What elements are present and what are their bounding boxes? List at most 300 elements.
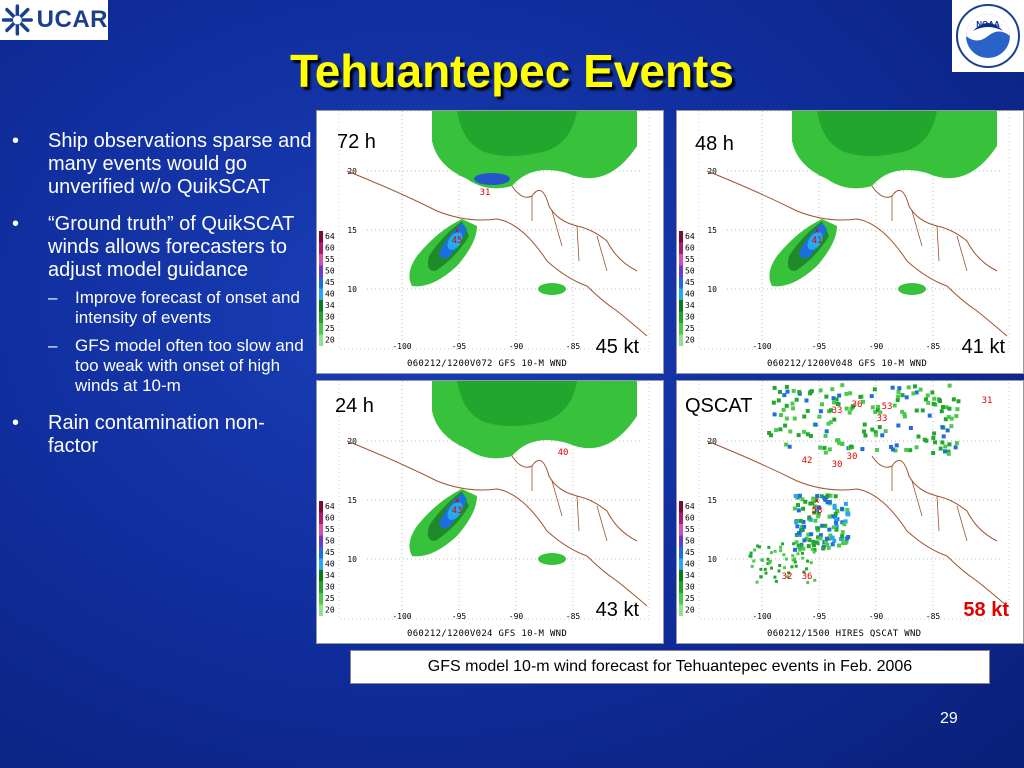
lat-tick-label: 15: [707, 226, 717, 235]
qscat-wind-cell: [801, 557, 804, 560]
qscat-wind-cell: [842, 522, 846, 526]
lat-tick-label: 15: [347, 226, 357, 235]
max-wind-label: 45: [451, 236, 463, 246]
qscat-wind-cell: [926, 401, 930, 405]
legend-swatch: [319, 254, 323, 266]
qscat-wind-cell: [807, 544, 811, 548]
qscat-wind-cell: [915, 409, 919, 413]
legend-label: 60: [685, 243, 695, 253]
legend-label: 25: [325, 594, 335, 603]
qscat-wind-cell: [834, 494, 838, 498]
qscat-wind-cell: [800, 543, 803, 546]
qscat-wind-label: 33: [831, 406, 843, 416]
qscat-wind-cell: [954, 445, 958, 449]
lon-tick-label: -100: [392, 612, 412, 621]
qscat-wind-cell: [750, 552, 753, 555]
legend-swatch: [319, 582, 323, 594]
qscat-wind-cell: [783, 566, 786, 569]
noaa-logo-text: NOAA: [976, 20, 1000, 29]
map-panel-qscat: [676, 380, 1024, 644]
qscat-wind-cell: [904, 448, 908, 452]
qscat-wind-label: 53: [881, 402, 893, 412]
legend-label: 45: [685, 548, 695, 557]
qscat-wind-cell: [943, 449, 947, 453]
legend-swatch: [319, 559, 323, 571]
qscat-wind-cell: [797, 433, 801, 437]
legend-swatch: [319, 231, 323, 243]
qscat-wind-cell: [947, 442, 951, 446]
qscat-wind-cell: [858, 395, 862, 399]
qscat-wind-cell: [798, 549, 801, 552]
map-footer: 060212/1500 HIRES QSCAT WND: [767, 629, 922, 639]
qscat-wind-cell: [779, 549, 782, 552]
qscat-wind-cell: [871, 405, 875, 409]
legend-label: 30: [325, 312, 335, 322]
qscat-wind-cell: [955, 441, 959, 445]
legend-swatch: [679, 312, 683, 324]
qscat-wind-cell: [870, 394, 874, 398]
legend-label: 20: [325, 605, 335, 615]
panel-label: QSCAT: [685, 395, 753, 417]
legend-label: 25: [685, 324, 695, 333]
qscat-wind-cell: [880, 433, 884, 437]
legend-swatch: [679, 547, 683, 559]
qscat-wind-cell: [844, 502, 848, 506]
qscat-wind-cell: [837, 394, 841, 398]
qscat-wind-cell: [841, 541, 845, 545]
legend-swatch: [679, 335, 683, 347]
qscat-wind-cell: [749, 555, 752, 558]
legend-label: 34: [325, 301, 335, 310]
lat-tick-label: 15: [347, 496, 357, 505]
qscat-wind-cell: [845, 407, 849, 411]
legend-swatch: [319, 524, 323, 536]
slide-title: Tehuantepec Events: [290, 45, 734, 97]
qscat-wind-cell: [952, 397, 956, 401]
lon-tick-label: -100: [752, 342, 772, 351]
qscat-wind-cell: [896, 424, 900, 428]
qscat-wind-cell: [821, 546, 825, 550]
qscat-wind-cell: [811, 542, 814, 545]
qscat-wind-cell: [819, 536, 823, 540]
map-footer: 060212/1200V024 GFS 10-M WND: [407, 629, 568, 639]
legend-label: 64: [685, 502, 695, 511]
legend-swatch: [679, 536, 683, 548]
legend-label: 30: [325, 582, 335, 592]
qscat-wind-cell: [803, 500, 807, 504]
qscat-wind-cell: [788, 429, 792, 433]
qscat-wind-cell: [792, 389, 796, 393]
lat-tick-label: 20: [707, 437, 717, 446]
qscat-wind-cell: [752, 559, 755, 562]
qscat-wind-cell: [799, 519, 803, 523]
qscat-wind-cell: [921, 408, 925, 412]
qscat-wind-cell: [778, 427, 782, 431]
qscat-wind-cell: [828, 447, 832, 451]
page-number: 29: [940, 710, 958, 727]
legend-swatch: [679, 501, 683, 513]
lon-tick-label: -90: [508, 342, 524, 351]
qscat-wind-cell: [788, 445, 792, 449]
qscat-wind-cell: [806, 560, 809, 563]
qscat-wind-cell: [805, 398, 809, 402]
qscat-wind-cell: [832, 418, 836, 422]
map-panel-72h: [316, 110, 664, 374]
ucar-logo-text: UCAR: [36, 6, 108, 33]
qscat-wind-cell: [813, 579, 816, 582]
qscat-wind-cell: [878, 425, 882, 429]
legend-label: 50: [325, 266, 335, 276]
lon-tick-label: -95: [451, 612, 467, 621]
qscat-wind-cell: [791, 554, 794, 557]
qscat-wind-cell: [802, 538, 806, 542]
qscat-wind-cell: [832, 525, 836, 529]
qscat-wind-cell: [915, 445, 919, 449]
qscat-wind-cell: [933, 440, 937, 444]
qscat-wind-cell: [823, 524, 827, 528]
qscat-wind-cell: [779, 546, 782, 549]
qscat-wind-cell: [791, 406, 795, 410]
qscat-wind-cell: [903, 414, 907, 418]
qscat-wind-label: 42: [801, 456, 813, 466]
sub-bullet-dash: –: [48, 288, 58, 307]
qscat-wind-cell: [937, 398, 941, 402]
qscat-wind-cell: [801, 552, 804, 555]
qscat-wind-cell: [778, 390, 782, 394]
lon-tick-label: -95: [811, 612, 827, 621]
qscat-wind-cell: [841, 530, 845, 534]
qscat-wind-cell: [783, 424, 787, 428]
papagayo-jet: [898, 283, 926, 295]
legend-swatch: [679, 559, 683, 571]
qscat-wind-cell: [802, 415, 806, 419]
qscat-wind-cell: [769, 433, 773, 437]
bullet-text: Rain contamination non-factor: [48, 412, 265, 457]
qscat-wind-cell: [849, 445, 853, 449]
legend-label: 55: [325, 255, 335, 264]
qscat-wind-cell: [793, 417, 797, 421]
qscat-wind-cell: [939, 447, 943, 451]
qscat-wind-cell: [794, 520, 798, 524]
qscat-wind-cell: [924, 397, 928, 401]
legend-swatch: [319, 289, 323, 301]
legend-label: 34: [325, 571, 335, 580]
qscat-wind-cell: [884, 429, 888, 433]
legend-swatch: [679, 254, 683, 266]
qscat-wind-cell: [770, 551, 773, 554]
legend-swatch: [319, 300, 323, 312]
qscat-wind-cell: [805, 567, 808, 570]
lat-tick-label: 10: [707, 285, 717, 294]
qscat-wind-cell: [832, 400, 836, 404]
lon-tick-label: -90: [508, 612, 524, 621]
qscat-wind-cell: [826, 493, 830, 497]
qscat-wind-cell: [793, 548, 797, 552]
qscat-wind-cell: [931, 436, 935, 440]
lat-tick-label: 10: [347, 285, 357, 294]
legend-label: 40: [325, 289, 335, 299]
lon-tick-label: -95: [451, 342, 467, 351]
qscat-wind-cell: [947, 407, 951, 411]
lon-tick-label: -85: [565, 612, 581, 621]
qscat-wind-label: 36: [801, 572, 813, 582]
gulf-wind-max: [474, 173, 510, 185]
qscat-wind-cell: [768, 561, 771, 564]
qscat-wind-label: 36: [851, 400, 863, 410]
max-wind-speed: 58 kt: [963, 599, 1009, 621]
qscat-wind-cell: [940, 425, 944, 429]
legend-label: 45: [325, 278, 335, 287]
legend-label: 64: [325, 502, 335, 511]
qscat-wind-cell: [778, 564, 781, 567]
qscat-wind-cell: [766, 558, 769, 561]
qscat-wind-cell: [954, 414, 958, 418]
qscat-wind-cell: [779, 413, 783, 417]
max-wind-marker: x: [814, 226, 820, 235]
qscat-wind-cell: [764, 568, 767, 571]
qscat-wind-cell: [809, 532, 813, 536]
papagayo-jet: [538, 283, 566, 295]
qscat-wind-cell: [943, 445, 947, 449]
qscat-wind-cell: [814, 423, 818, 427]
qscat-wind-cell: [909, 426, 913, 430]
legend-label: 20: [685, 605, 695, 615]
qscat-wind-cell: [875, 448, 879, 452]
max-wind-speed: 41 kt: [961, 336, 1005, 358]
legend-label: 60: [685, 513, 695, 523]
papagayo-jet: [538, 553, 566, 565]
qscat-wind-cell: [784, 443, 788, 447]
qscat-wind-cell: [863, 434, 867, 438]
lat-tick-label: 15: [707, 496, 717, 505]
qscat-wind-cell: [932, 402, 936, 406]
map-footer: 060212/1200V048 GFS 10-M WND: [767, 359, 928, 369]
legend-swatch: [679, 323, 683, 335]
legend-label: 20: [325, 335, 335, 345]
qscat-wind-cell: [948, 384, 952, 388]
qscat-wind-label: 32: [781, 572, 793, 582]
qscat-wind-cell: [819, 388, 823, 392]
legend-label: 55: [325, 525, 335, 534]
figure-caption: GFS model 10-m wind forecast for Tehuantepec events in Feb. 2006: [350, 650, 990, 684]
qscat-wind-cell: [947, 452, 951, 456]
map-footer: 060212/1200V072 GFS 10-M WND: [407, 359, 568, 369]
lon-tick-label: -85: [925, 342, 941, 351]
qscat-wind-cell: [828, 515, 832, 519]
qscat-wind-cell: [941, 405, 945, 409]
qscat-wind-cell: [801, 547, 805, 551]
bullet-item: [12, 130, 312, 199]
qscat-wind-cell: [834, 517, 838, 521]
qscat-wind-cell: [790, 402, 794, 406]
qscat-wind-cell: [827, 528, 831, 532]
qscat-wind-label: 30: [831, 460, 843, 470]
qscat-wind-cell: [793, 506, 797, 510]
lon-tick-label: -95: [811, 342, 827, 351]
qscat-wind-cell: [928, 414, 932, 418]
legend-label: 64: [325, 232, 335, 241]
max-wind-marker: x: [454, 226, 460, 235]
qscat-wind-cell: [798, 494, 802, 498]
max-wind-speed: 45 kt: [595, 336, 639, 358]
sub-bullet-item: [48, 336, 312, 396]
legend-label: 55: [685, 255, 695, 264]
qscat-wind-cell: [844, 392, 848, 396]
bullet-dot: •: [12, 213, 20, 235]
qscat-wind-cell: [751, 565, 754, 568]
qscat-wind-cell: [797, 390, 801, 394]
qscat-wind-cell: [756, 581, 759, 584]
qscat-wind-cell: [794, 494, 798, 498]
qscat-wind-cell: [810, 561, 813, 564]
qscat-wind-cell: [946, 428, 950, 432]
qscat-wind-cell: [797, 531, 801, 535]
legend-label: 40: [325, 559, 335, 569]
qscat-wind-cell: [785, 385, 789, 389]
sub-bullet-item: [48, 288, 312, 328]
bullet-text: Ship observations sparse and many events would go unverified w/o QuikSCAT: [48, 130, 312, 198]
qscat-wind-cell: [760, 575, 763, 578]
legend-label: 55: [685, 525, 695, 534]
lat-tick-label: 20: [347, 437, 357, 446]
map-panel-24h: [316, 380, 664, 644]
qscat-wind-cell: [806, 409, 810, 413]
qscat-wind-cell: [846, 512, 850, 516]
qscat-wind-cell: [908, 448, 912, 452]
qscat-wind-cell: [773, 386, 777, 390]
bullet-list: [12, 130, 312, 472]
lon-tick-label: -85: [925, 612, 941, 621]
legend-swatch: [679, 513, 683, 525]
legend-swatch: [319, 536, 323, 548]
legend-swatch: [679, 231, 683, 243]
panel-label: 72 h: [337, 131, 376, 153]
qscat-wind-cell: [825, 429, 829, 433]
legend-swatch: [679, 300, 683, 312]
qscat-wind-cell: [785, 404, 789, 408]
qscat-wind-cell: [795, 398, 799, 402]
qscat-wind-cell: [824, 451, 828, 455]
qscat-wind-cell: [792, 542, 795, 545]
qscat-wind-cell: [931, 451, 935, 455]
max-wind-label: 58: [811, 506, 823, 516]
qscat-wind-cell: [907, 385, 911, 389]
panel-label: 24 h: [335, 395, 374, 417]
legend-label: 25: [325, 324, 335, 333]
ucar-logo: [0, 0, 108, 40]
lat-tick-label: 10: [347, 555, 357, 564]
qscat-wind-cell: [840, 534, 844, 538]
legend-swatch: [679, 570, 683, 582]
qscat-wind-cell: [817, 542, 820, 545]
qscat-wind-cell: [837, 544, 841, 548]
qscat-wind-cell: [893, 404, 897, 408]
legend-label: 25: [685, 594, 695, 603]
qscat-wind-cell: [822, 446, 826, 450]
qscat-wind-cell: [831, 542, 835, 546]
qscat-wind-cell: [840, 507, 844, 511]
legend-swatch: [679, 582, 683, 594]
qscat-wind-cell: [820, 402, 824, 406]
qscat-wind-cell: [926, 393, 930, 397]
qscat-wind-cell: [772, 401, 776, 405]
qscat-wind-cell: [923, 438, 927, 442]
qscat-wind-cell: [947, 415, 951, 419]
lon-tick-label: -85: [565, 342, 581, 351]
legend-swatch: [319, 277, 323, 289]
legend-label: 34: [685, 301, 695, 310]
qscat-wind-cell: [831, 536, 835, 540]
qscat-wind-cell: [876, 405, 880, 409]
qscat-wind-cell: [785, 558, 788, 561]
legend-swatch: [679, 289, 683, 301]
qscat-wind-cell: [777, 569, 780, 572]
qscat-wind-cell: [818, 446, 822, 450]
legend-label: 30: [685, 312, 695, 322]
qscat-wind-cell: [761, 559, 764, 562]
qscat-wind-cell: [840, 442, 844, 446]
qscat-wind-cell: [785, 417, 789, 421]
qscat-wind-cell: [956, 399, 960, 403]
lon-tick-label: -90: [868, 612, 884, 621]
qscat-wind-cell: [796, 503, 800, 507]
qscat-wind-cell: [802, 525, 806, 529]
legend-swatch: [319, 593, 323, 605]
legend-swatch: [679, 593, 683, 605]
ucar-star-icon: [0, 0, 35, 40]
max-wind-marker: x: [814, 496, 820, 505]
qscat-wind-cell: [913, 384, 917, 388]
qscat-wind-cell: [816, 526, 820, 530]
legend-label: 60: [325, 243, 335, 253]
qscat-wind-cell: [782, 393, 786, 397]
qscat-wind-cell: [889, 445, 893, 449]
qscat-wind-cell: [802, 430, 806, 434]
qscat-wind-cell: [807, 515, 811, 519]
qscat-wind-cell: [911, 391, 915, 395]
qscat-wind-cell: [795, 540, 799, 544]
qscat-wind-cell: [949, 424, 953, 428]
qscat-wind-cell: [797, 544, 800, 547]
qscat-wind-cell: [774, 428, 778, 432]
sub-bullet-dash: –: [48, 336, 58, 355]
qscat-wind-cell: [846, 535, 850, 539]
qscat-wind-cell: [782, 553, 785, 556]
legend-swatch: [319, 547, 323, 559]
qscat-wind-cell: [790, 565, 793, 568]
sub-bullet-text: Improve forecast of onset and intensity of events: [75, 288, 300, 327]
legend-label: 45: [325, 548, 335, 557]
qscat-wind-cell: [930, 390, 934, 394]
legend-swatch: [319, 335, 323, 347]
legend-label: 60: [325, 513, 335, 523]
legend-swatch: [319, 570, 323, 582]
qscat-wind-cell: [782, 408, 786, 412]
legend-swatch: [319, 513, 323, 525]
qscat-wind-cell: [897, 390, 901, 394]
qscat-wind-cell: [775, 580, 778, 583]
qscat-wind-cell: [773, 412, 777, 416]
map-panel-48h: [676, 110, 1024, 374]
legend-swatch: [319, 323, 323, 335]
legend-label: 45: [685, 278, 695, 287]
qscat-wind-cell: [801, 507, 805, 511]
gulf-wind-label: 40: [557, 448, 569, 458]
qscat-wind-cell: [834, 521, 838, 525]
qscat-wind-cell: [794, 560, 797, 563]
qscat-wind-cell: [767, 546, 770, 549]
qscat-wind-cell: [793, 557, 796, 560]
